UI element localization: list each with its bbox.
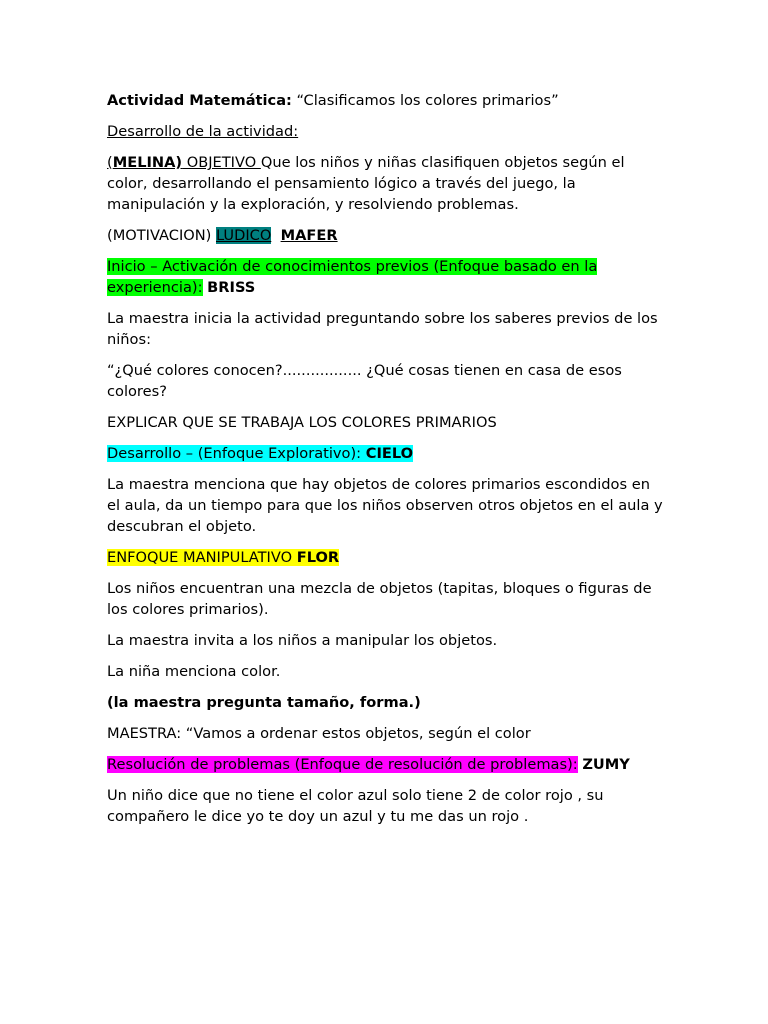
manipulative-heading-label: ENFOQUE MANIPULATIVO xyxy=(107,549,297,566)
resolution-heading xyxy=(107,754,667,775)
activity-title-value: “Clasificamos los colores primarios” xyxy=(291,92,559,109)
teacher-question-paragraph: (la maestra pregunta tamaño, forma.) xyxy=(107,694,421,711)
objective-open-paren: ( xyxy=(107,154,113,171)
resolution-assignee: ZUMY xyxy=(582,756,630,773)
inicio-assignee: BRISS xyxy=(207,279,256,296)
document-page xyxy=(107,90,667,837)
development-heading xyxy=(107,121,667,142)
objective-label: OBJETIVO xyxy=(182,154,261,171)
objective-assignee: MELINA) xyxy=(112,154,183,171)
objective-paragraph xyxy=(107,152,667,215)
motivation-line xyxy=(107,225,667,246)
objective-text: Que los niños y niñas clasifiquen objetos según el color, desarrollando el pensamiento lógico a través del juego, la manipulación y la exploración, y resolviendo problemas. xyxy=(107,154,625,213)
invite-paragraph: La maestra invita a los niños a manipular los objetos. xyxy=(107,632,498,649)
girl-color-paragraph: La niña menciona color. xyxy=(107,663,281,680)
boy-exchange-paragraph: Un niño dice que no tiene el color azul solo tiene 2 de color rojo , su compañero le dice yo te doy un azul y tu me das un rojo . xyxy=(107,787,604,825)
activity-title-label: Actividad Matemática: xyxy=(107,92,292,109)
manipulative-heading-text xyxy=(107,549,339,566)
previous-knowledge-paragraph: La maestra inicia la actividad preguntando sobre los saberes previos de los niños: xyxy=(107,310,658,348)
ludico-label: LUDICO xyxy=(216,227,272,244)
inicio-heading-text: Inicio – Activación de conocimientos previos (Enfoque basado en la experiencia): xyxy=(107,258,598,296)
manipulative-assignee: FLOR xyxy=(296,549,340,566)
desarrollo-heading-label: Desarrollo – (Enfoque Explorativo): xyxy=(107,445,362,462)
desarrollo-heading-text xyxy=(107,445,413,462)
resolution-heading-text: Resolución de problemas (Enfoque de resolución de problemas): xyxy=(107,756,578,773)
objects-found-paragraph: Los niños encuentran una mezcla de objetos (tapitas, bloques o figuras de los colores primarios). xyxy=(107,580,652,618)
activity-title xyxy=(107,90,667,111)
motivation-assignee: MAFER xyxy=(280,227,338,244)
motivation-label: (MOTIVACION) xyxy=(107,227,212,244)
desarrollo-assignee: CIELO xyxy=(365,445,414,462)
development-heading-text: Desarrollo de la actividad: xyxy=(107,123,299,140)
teacher-order-paragraph: MAESTRA: “Vamos a ordenar estos objetos, según el color xyxy=(107,725,531,742)
manipulative-heading xyxy=(107,547,667,568)
explain-paragraph: EXPLICAR QUE SE TRABAJA LOS COLORES PRIMARIOS xyxy=(107,414,497,431)
desarrollo-heading xyxy=(107,443,667,464)
hidden-objects-paragraph: La maestra menciona que hay objetos de colores primarios escondidos en el aula, da un tiempo para que los niños observen otros objetos en el aula y descubran el objeto. xyxy=(107,476,663,535)
questions-paragraph: “¿Qué colores conocen?................. ¿Qué cosas tienen en casa de esos colores? xyxy=(107,362,622,400)
inicio-heading xyxy=(107,256,667,298)
